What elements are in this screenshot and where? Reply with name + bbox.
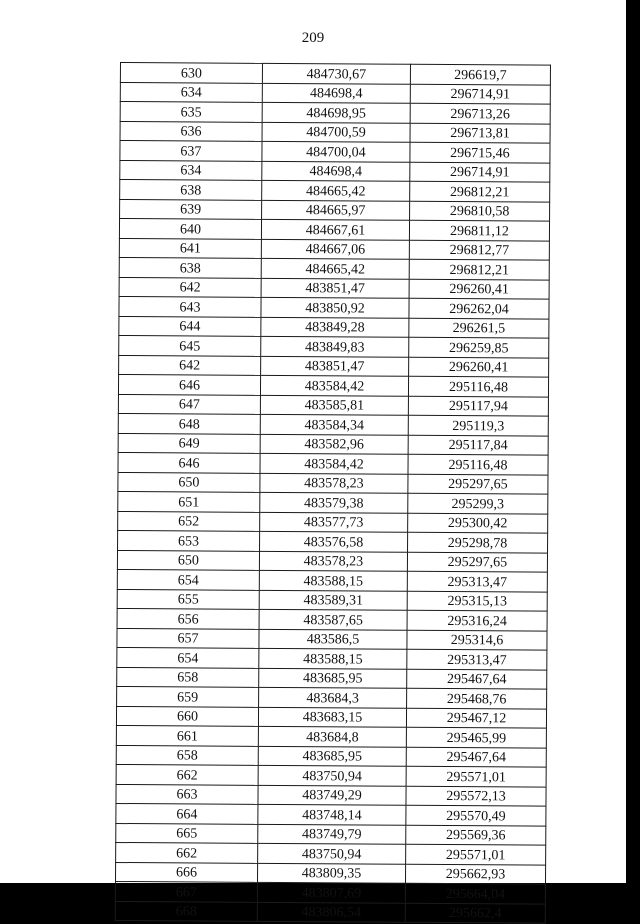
x-coordinate-cell: 483851,47	[261, 278, 409, 298]
x-coordinate-cell: 483685,95	[258, 746, 406, 766]
x-coordinate-cell: 484665,42	[262, 180, 410, 200]
y-coordinate-cell: 295664,04	[405, 883, 545, 903]
table-row	[120, 121, 550, 143]
table-row	[120, 82, 550, 104]
point-number-cell: 668	[115, 901, 257, 921]
point-number-cell: 662	[116, 842, 258, 862]
point-number-cell: 650	[118, 472, 260, 492]
x-coordinate-cell: 483588,15	[259, 570, 407, 590]
y-coordinate-cell: 295313,47	[407, 571, 547, 591]
table-row	[118, 511, 548, 533]
table-row	[120, 199, 550, 221]
y-coordinate-cell: 295299,3	[408, 493, 548, 513]
y-coordinate-cell: 295313,47	[407, 649, 547, 669]
table-row	[116, 823, 546, 845]
y-coordinate-cell: 296714,91	[410, 162, 550, 182]
x-coordinate-cell: 483587,65	[259, 609, 407, 629]
y-coordinate-cell: 296714,91	[410, 84, 550, 104]
y-coordinate-cell: 296713,81	[410, 123, 550, 143]
y-coordinate-cell: 295117,94	[408, 396, 548, 416]
x-coordinate-cell: 483586,5	[259, 629, 407, 649]
x-coordinate-cell: 483750,94	[258, 765, 406, 785]
point-number-cell: 638	[119, 257, 261, 277]
x-coordinate-cell: 484698,95	[262, 102, 410, 122]
x-coordinate-cell: 483685,95	[259, 668, 407, 688]
x-coordinate-cell: 483585,81	[260, 395, 408, 415]
y-coordinate-cell: 295571,01	[406, 766, 546, 786]
coordinates-table-body	[115, 63, 550, 924]
y-coordinate-cell: 295119,3	[408, 415, 548, 435]
point-number-cell: 639	[120, 199, 262, 219]
y-coordinate-cell: 295467,64	[406, 747, 546, 767]
point-number-cell: 648	[118, 413, 260, 433]
x-coordinate-cell: 483584,42	[260, 375, 408, 395]
x-coordinate-cell: 483588,15	[259, 648, 407, 668]
table-row	[117, 647, 547, 669]
point-number-cell: 641	[119, 238, 261, 258]
x-coordinate-cell: 484700,04	[262, 141, 410, 161]
y-coordinate-cell: 295117,84	[408, 435, 548, 455]
y-coordinate-cell: 295315,13	[407, 591, 547, 611]
point-number-cell: 651	[118, 491, 260, 511]
point-number-cell: 659	[117, 686, 259, 706]
y-coordinate-cell: 295571,01	[406, 844, 546, 864]
table-row	[117, 569, 547, 591]
table-row	[120, 160, 550, 182]
y-coordinate-cell: 296812,21	[409, 259, 549, 279]
point-number-cell: 660	[116, 706, 258, 726]
x-coordinate-cell: 484665,97	[262, 200, 410, 220]
table-row	[120, 63, 550, 85]
table-row	[116, 725, 546, 747]
point-number-cell: 653	[118, 530, 260, 550]
x-coordinate-cell: 483684,8	[258, 726, 406, 746]
table-row	[115, 881, 545, 903]
point-number-cell: 664	[116, 803, 258, 823]
point-number-cell: 644	[119, 316, 261, 336]
table-row	[118, 433, 548, 455]
point-number-cell: 658	[117, 667, 259, 687]
point-number-cell: 635	[120, 102, 262, 122]
y-coordinate-cell: 295316,24	[407, 610, 547, 630]
x-coordinate-cell: 484667,06	[261, 239, 409, 259]
table-row	[118, 530, 548, 552]
point-number-cell: 652	[118, 511, 260, 531]
coordinates-table	[115, 62, 551, 924]
point-number-cell: 642	[119, 355, 261, 375]
table-row	[117, 589, 547, 611]
x-coordinate-cell: 484698,4	[262, 83, 410, 103]
table-row	[119, 219, 549, 241]
point-number-cell: 646	[118, 452, 260, 472]
y-coordinate-cell: 295300,42	[408, 513, 548, 533]
point-number-cell: 650	[117, 550, 259, 570]
point-number-cell: 630	[120, 63, 262, 83]
y-coordinate-cell: 296811,12	[409, 220, 549, 240]
x-coordinate-cell: 483577,73	[260, 512, 408, 532]
x-coordinate-cell: 484667,61	[261, 219, 409, 239]
point-number-cell: 634	[120, 160, 262, 180]
x-coordinate-cell: 483748,14	[258, 804, 406, 824]
point-number-cell: 645	[119, 335, 261, 355]
table-row	[116, 784, 546, 806]
x-coordinate-cell: 483806,54	[257, 902, 405, 922]
table-row	[117, 550, 547, 572]
point-number-cell: 642	[119, 277, 261, 297]
point-number-cell: 662	[116, 764, 258, 784]
x-coordinate-cell: 483683,15	[258, 707, 406, 727]
x-coordinate-cell: 483807,69	[257, 882, 405, 902]
table-row	[119, 257, 549, 279]
table-row	[119, 277, 549, 299]
table-row	[119, 238, 549, 260]
point-number-cell: 637	[120, 141, 262, 161]
y-coordinate-cell: 295298,78	[408, 532, 548, 552]
x-coordinate-cell: 483851,47	[261, 356, 409, 376]
x-coordinate-cell: 483579,38	[260, 492, 408, 512]
table-row	[116, 803, 546, 825]
table-row	[115, 901, 545, 923]
y-coordinate-cell: 295570,49	[406, 805, 546, 825]
point-number-cell: 667	[115, 881, 257, 901]
x-coordinate-cell: 483750,94	[258, 843, 406, 863]
x-coordinate-cell: 484698,4	[262, 161, 410, 181]
coordinates-table-wrapper	[115, 62, 550, 924]
table-row	[120, 102, 550, 124]
point-number-cell: 658	[116, 745, 258, 765]
table-row	[116, 764, 546, 786]
y-coordinate-cell: 295465,99	[406, 727, 546, 747]
y-coordinate-cell: 296812,21	[410, 181, 550, 201]
x-coordinate-cell: 483684,3	[259, 687, 407, 707]
point-number-cell: 638	[120, 180, 262, 200]
x-coordinate-cell: 484700,59	[262, 122, 410, 142]
table-row	[119, 335, 549, 357]
x-coordinate-cell: 483584,34	[260, 414, 408, 434]
point-number-cell: 649	[118, 433, 260, 453]
point-number-cell: 661	[116, 725, 258, 745]
table-row	[118, 491, 548, 513]
y-coordinate-cell: 296259,85	[409, 337, 549, 357]
table-row	[117, 628, 547, 650]
y-coordinate-cell: 295468,76	[407, 688, 547, 708]
y-coordinate-cell: 295297,65	[408, 474, 548, 494]
y-coordinate-cell: 296715,46	[410, 142, 550, 162]
x-coordinate-cell: 483589,31	[259, 590, 407, 610]
table-row	[117, 608, 547, 630]
point-number-cell: 643	[119, 296, 261, 316]
point-number-cell: 646	[118, 374, 260, 394]
y-coordinate-cell: 295662,4	[405, 903, 545, 923]
point-number-cell: 666	[115, 862, 257, 882]
x-coordinate-cell: 483749,29	[258, 785, 406, 805]
page-number: 209	[301, 30, 325, 46]
x-coordinate-cell: 483849,83	[261, 336, 409, 356]
y-coordinate-cell: 296260,41	[409, 279, 549, 299]
y-coordinate-cell: 295116,48	[408, 376, 548, 396]
x-coordinate-cell: 483582,96	[260, 434, 408, 454]
x-coordinate-cell: 483749,79	[258, 824, 406, 844]
point-number-cell: 657	[117, 628, 259, 648]
point-number-cell: 636	[120, 121, 262, 141]
table-row	[119, 355, 549, 377]
x-coordinate-cell: 483578,23	[259, 551, 407, 571]
y-coordinate-cell: 296812,77	[409, 240, 549, 260]
table-row	[119, 316, 549, 338]
table-row	[118, 413, 548, 435]
point-number-cell: 665	[116, 823, 258, 843]
x-coordinate-cell: 484730,67	[262, 63, 410, 83]
point-number-cell: 663	[116, 784, 258, 804]
table-row	[118, 472, 548, 494]
x-coordinate-cell: 484665,42	[261, 258, 409, 278]
y-coordinate-cell: 295116,48	[408, 454, 548, 474]
y-coordinate-cell: 296262,04	[409, 298, 549, 318]
y-coordinate-cell: 296260,41	[409, 357, 549, 377]
y-coordinate-cell: 295569,36	[406, 825, 546, 845]
y-coordinate-cell: 296261,5	[409, 318, 549, 338]
y-coordinate-cell: 295662,93	[405, 864, 545, 884]
y-coordinate-cell: 295467,64	[407, 669, 547, 689]
table-row	[117, 667, 547, 689]
y-coordinate-cell: 295467,12	[406, 708, 546, 728]
table-row	[117, 686, 547, 708]
x-coordinate-cell: 483850,92	[261, 297, 409, 317]
x-coordinate-cell: 483578,23	[260, 473, 408, 493]
x-coordinate-cell: 483584,42	[260, 453, 408, 473]
x-coordinate-cell: 483809,35	[257, 863, 405, 883]
x-coordinate-cell: 483576,58	[260, 531, 408, 551]
point-number-cell: 640	[119, 219, 261, 239]
x-coordinate-cell: 483849,28	[261, 317, 409, 337]
y-coordinate-cell: 295572,13	[406, 786, 546, 806]
table-row	[119, 296, 549, 318]
table-row	[118, 394, 548, 416]
y-coordinate-cell: 295297,65	[407, 552, 547, 572]
table-row	[116, 842, 546, 864]
point-number-cell: 634	[120, 82, 262, 102]
y-coordinate-cell: 296713,26	[410, 103, 550, 123]
y-coordinate-cell: 295314,6	[407, 630, 547, 650]
y-coordinate-cell: 296619,7	[410, 64, 550, 84]
table-row	[115, 862, 545, 884]
point-number-cell: 654	[117, 569, 259, 589]
point-number-cell: 656	[117, 608, 259, 628]
point-number-cell: 654	[117, 647, 259, 667]
table-row	[118, 452, 548, 474]
point-number-cell: 647	[118, 394, 260, 414]
point-number-cell: 655	[117, 589, 259, 609]
table-row	[120, 141, 550, 163]
table-row	[116, 706, 546, 728]
table-row	[118, 374, 548, 396]
table-row	[120, 180, 550, 202]
y-coordinate-cell: 296810,58	[410, 201, 550, 221]
table-row	[116, 745, 546, 767]
